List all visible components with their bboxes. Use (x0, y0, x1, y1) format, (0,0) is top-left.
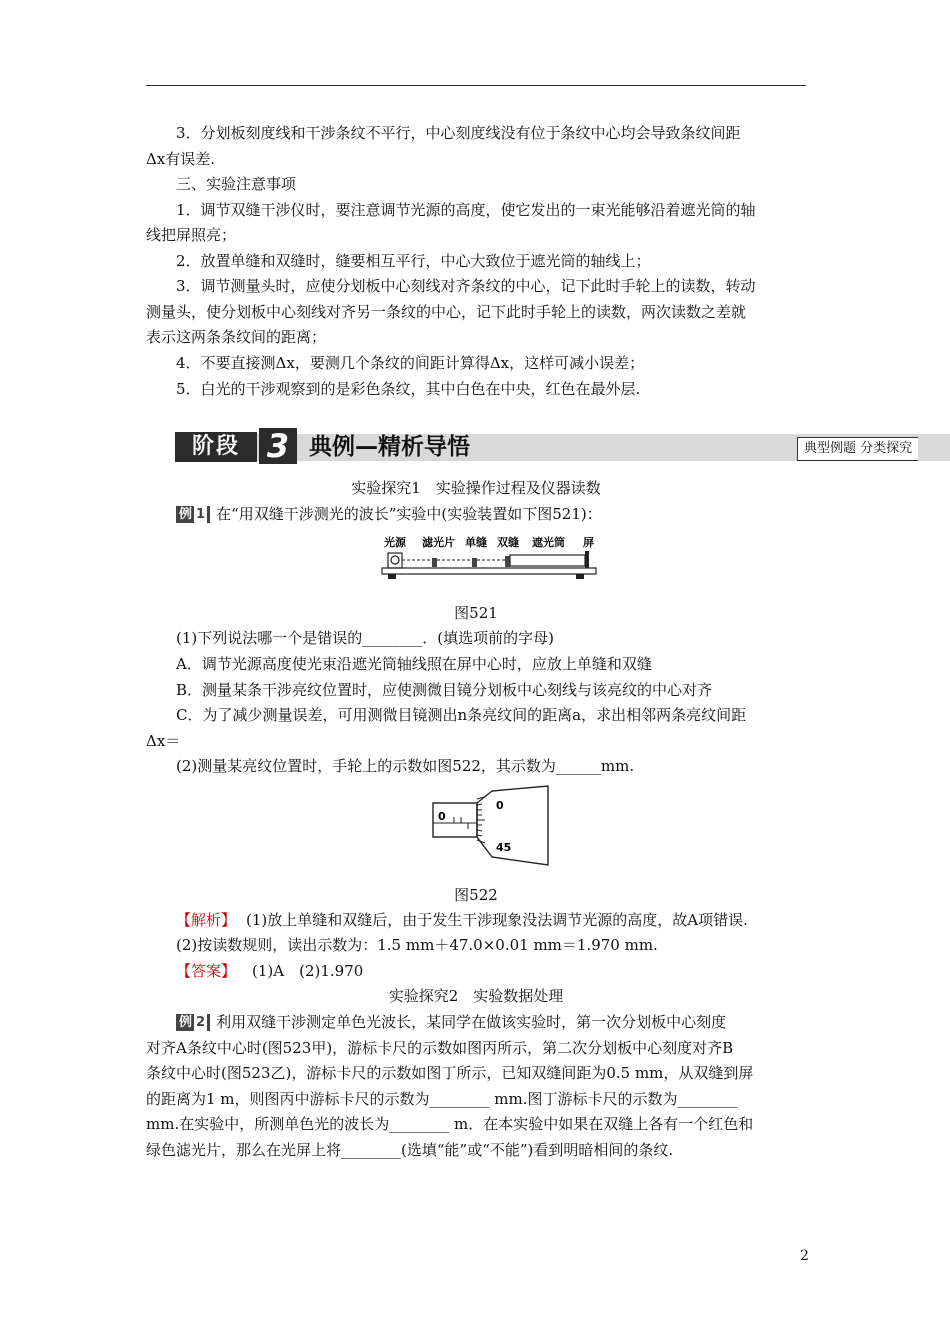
banner-number: 3 (259, 428, 297, 464)
thimble-45-label: 45 (496, 841, 512, 854)
section-heading-precautions: 三、实验注意事项 (176, 175, 297, 193)
note-3-line2: Δx有误差. (146, 150, 216, 168)
apparatus-label-filter: 滤光片 (422, 536, 455, 549)
answer-label: 【答案】 (176, 962, 237, 980)
answer-text: (1)A (2)1.970 (252, 962, 364, 980)
option-b: B．测量某条干涉亮纹位置时，应使测微目镜分划板中心刻线与该亮纹的中心对齐 (176, 681, 713, 699)
example-2-line1 (176, 1012, 726, 1032)
precaution-3-line3: 表示这两条条纹间的距离； (146, 328, 327, 346)
example-2-line3: 条纹中心时(图523乙)，游标卡尺的示数如图丁所示，已知双缝间距为0.5 mm，从双缝到屏 (146, 1064, 754, 1082)
page-number: 2 (800, 1248, 809, 1264)
apparatus-label-light-source: 光源 (384, 536, 406, 549)
figure-522-micrometer (432, 785, 550, 867)
stage-banner (175, 427, 950, 465)
sleeve-zero-label: 0 (438, 810, 446, 823)
figure-521-caption: 图521 (454, 604, 498, 622)
apparatus-label-double-slit: 双缝 (497, 536, 519, 549)
example-2-label (176, 1014, 210, 1031)
precaution-2: 2．放置单缝和双缝时，缝要相互平行，中心大致位于遮光筒的轴线上； (176, 252, 651, 270)
note-3-line1: 3．分划板刻度线和干涉条纹不平行，中心刻度线没有位于条纹中心均会导致条纹间距 (176, 124, 741, 142)
example-1-intro (176, 504, 602, 524)
example-2-line6: 绿色滤光片，那么在光屏上将________(选填“能”或“不能”)看到明暗相间的条纹. (146, 1141, 674, 1159)
banner-stage: 阶段 (175, 432, 257, 462)
example-1-label (176, 506, 210, 523)
precaution-5: 5．白光的干涉观察到的是彩色条纹，其中白色在中央，红色在最外层. (176, 380, 641, 398)
analysis-line2: (2)按读数规则，读出示数为：1.5 mm＋47.0×0.01 mm＝1.970 mm. (176, 936, 658, 954)
example-2-line2: 对齐A条纹中心时(图523甲)，游标卡尺的示数如图丙所示，第二次分划板中心刻度对齐B (146, 1039, 734, 1057)
analysis-label: 【解析】 (176, 911, 237, 929)
example-2-line4: 的距离为1 m，则图丙中游标卡尺的示数为________ mm.图丁游标卡尺的示数为________ (146, 1090, 738, 1108)
header-rule (146, 85, 806, 86)
thimble-zero-label: 0 (496, 799, 504, 812)
option-a: A．调节光源高度使光束沿遮光筒轴线照在屏中心时，应放上单缝和双缝 (176, 655, 652, 673)
question-2: (2)测量某亮纹位置时，手轮上的示数如图522，其示数为______mm. (176, 757, 635, 775)
apparatus-label-screen: 屏 (583, 536, 594, 549)
apparatus-label-single-slit: 单缝 (465, 536, 487, 549)
precaution-3-line2: 测量头，使分划板中心刻线对齐另一条纹的中心，记下此时手轮上的读数，两次读数之差就 (146, 303, 747, 321)
precaution-1-line2: 线把屏照亮； (146, 226, 237, 244)
analysis-text-1: (1)放上单缝和双缝后，由于发生干涉现象没法调节光源的高度，故A项错误. (246, 911, 748, 929)
example-1-intro-text: 在“用双缝干涉测光的波长”实验中(实验装置如下图521)： (216, 505, 602, 523)
banner-tag: 典型例题 分类探究 (797, 437, 918, 461)
figure-522-caption: 图522 (454, 886, 498, 904)
example-label-text: 例 (179, 1015, 193, 1030)
option-c-line2: Δx＝ (146, 732, 181, 750)
section-2-title: 实验探究2 实验数据处理 (388, 987, 564, 1005)
precaution-3-line1: 3．调节测量头时，应使分划板中心刻线对齐条纹的中心，记下此时手轮上的读数，转动 (176, 277, 756, 295)
answer-line (176, 961, 363, 981)
example-label-text: 例 (179, 507, 193, 522)
example-label-num: 1 (196, 507, 206, 522)
figure-521-apparatus (380, 533, 602, 581)
analysis-line1 (176, 910, 748, 930)
apparatus-label-tube: 遮光筒 (532, 536, 565, 549)
example-label-num: 2 (196, 1015, 206, 1030)
section-1-title: 实验探究1 实验操作过程及仪器读数 (351, 479, 601, 497)
precaution-4: 4．不要直接测Δx，要测几个条纹的间距计算得Δx，这样可减小误差； (176, 354, 645, 372)
example-2-text-1: 利用双缝干涉测定单色光波长，某同学在做该实验时，第一次分划板中心刻度 (216, 1013, 727, 1031)
option-c-line1: C．为了减少测量误差，可用测微目镜测出n条亮纹间的距离a，求出相邻两条亮纹间距 (176, 706, 747, 724)
example-2-line5: mm.在实验中，所测单色光的波长为________ m．在本实验中如果在双缝上各有一个红色和 (146, 1115, 754, 1133)
banner-title: 典例—精析导悟 (309, 434, 470, 460)
question-1: (1)下列说法哪一个是错误的________．(填选项前的字母) (176, 629, 554, 647)
precaution-1-line1: 1．调节双缝干涉仪时，要注意调节光源的高度，使它发出的一束光能够沿着遮光筒的轴 (176, 201, 756, 219)
